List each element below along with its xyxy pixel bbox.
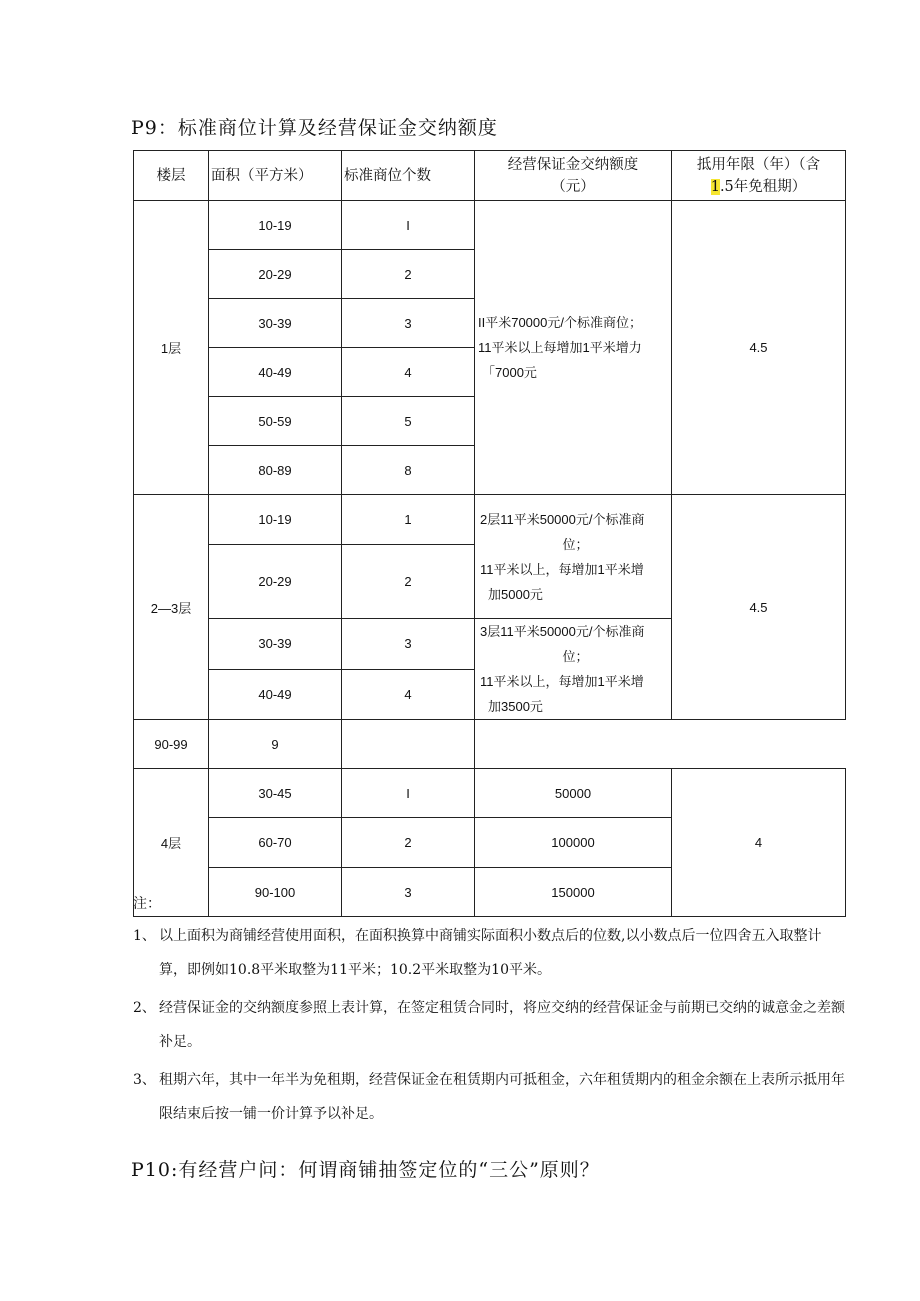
- table-header-row: [134, 151, 846, 201]
- notes-section: [133, 893, 848, 1131]
- table-row: [134, 769, 846, 818]
- deposit-cell-floor3-tail: [342, 720, 475, 769]
- count-cell: 1: [342, 495, 475, 545]
- p10-title: P10:有经营户问：何谓商铺抽签定位的“三公”原则？: [131, 1159, 600, 1181]
- deposit-line: 位；: [562, 536, 589, 552]
- deposit-line: 2层11平米50000元/个标准商: [480, 511, 645, 527]
- deposit-cell: 100000: [475, 818, 672, 868]
- count-cell: 3: [342, 619, 475, 670]
- note-number: 2、: [133, 1000, 156, 1016]
- area-cell: 20-29: [209, 545, 342, 619]
- header-years: [672, 151, 846, 201]
- count-cell: 3: [342, 868, 475, 917]
- floor-cell: 4层: [134, 769, 209, 917]
- deposit-cell: 50000: [475, 769, 672, 818]
- deposit-cell-floor3: [475, 619, 672, 720]
- highlight-mark: 1: [710, 178, 720, 195]
- deposit-line: II平米70000元/个标准商位；: [478, 315, 642, 330]
- deposit-line: 加3500元: [488, 699, 543, 714]
- deposit-line: 11平米以上每增加1平米增力: [478, 340, 642, 355]
- note-text: 以上面积为商铺经营使用面积，在面积换算中商铺实际面积小数点后的位数,以小数点后一位四舍五入取整计算，即例如10.8平米取整为11平米；10.2平米取整为10平米。: [159, 928, 822, 978]
- count-cell: 2: [342, 818, 475, 868]
- note-text: 经营保证金的交纳额度参照上表计算，在签定租赁合同时，将应交纳的经营保证金与前期已交纳的诚意金之差额补足。: [159, 1000, 845, 1050]
- count-cell: 3: [342, 299, 475, 348]
- count-cell: 9: [209, 720, 342, 769]
- area-cell: 80-89: [209, 446, 342, 495]
- area-cell: 90-99: [134, 720, 209, 769]
- count-cell: 4: [342, 348, 475, 397]
- header-years-line2: [672, 176, 845, 198]
- floor-cell: 1层: [134, 201, 209, 495]
- count-cell: 8: [342, 446, 475, 495]
- years-cell: 4.5: [672, 201, 846, 495]
- area-cell: 40-49: [209, 669, 342, 720]
- header-deposit-line1: 经营保证金交纳额度: [507, 156, 639, 173]
- area-cell: 30-45: [209, 769, 342, 818]
- count-cell: I: [342, 769, 475, 818]
- deposit-line: 3层11平米50000元/个标准商: [480, 624, 645, 639]
- area-cell: 20-29: [209, 250, 342, 299]
- header-deposit-line2: （元）: [551, 178, 595, 195]
- table-row: [134, 495, 846, 545]
- deposit-line: 「7000元: [482, 365, 537, 380]
- header-years-line2-rest: .5年免租期）: [719, 178, 807, 195]
- area-cell: 30-39: [209, 299, 342, 348]
- area-cell: 60-70: [209, 818, 342, 868]
- deposit-cell-floor2: [475, 495, 672, 619]
- floor-cell: 2—3层: [134, 495, 209, 720]
- area-cell: 10-19: [209, 201, 342, 250]
- deposit-line: 11平米以上，每增加1平米增: [480, 674, 644, 689]
- count-cell: 4: [342, 669, 475, 720]
- area-cell: 10-19: [209, 495, 342, 545]
- header-deposit: [475, 151, 672, 201]
- area-cell: 50-59: [209, 397, 342, 446]
- header-area: 面积（平方米）: [209, 151, 342, 201]
- area-cell: 30-39: [209, 619, 342, 670]
- deposit-line: 加5000元: [488, 586, 543, 602]
- p9-title: P9：标准商位计算及经营保证金交纳额度: [131, 117, 498, 139]
- note-item: [133, 1063, 848, 1131]
- notes-heading: 注：: [133, 896, 161, 912]
- table-row: [134, 201, 846, 250]
- note-text: 租期六年，其中一年半为免租期，经营保证金在租赁期内可抵租金，六年租赁期内的租金余额在上表所示抵用年限结束后按一铺一价计算予以补足。: [159, 1072, 845, 1122]
- note-number: 1、: [133, 928, 156, 944]
- count-cell: 2: [342, 545, 475, 619]
- header-floor: 楼层: [134, 151, 209, 201]
- note-item: [133, 991, 848, 1059]
- note-item: [133, 919, 848, 987]
- deposit-line: 11平米以上，每增加1平米增: [480, 561, 644, 577]
- header-count: 标准商位个数: [342, 151, 475, 201]
- count-cell: 2: [342, 250, 475, 299]
- note-number: 3、: [133, 1072, 156, 1088]
- deposit-cell: 150000: [475, 868, 672, 917]
- years-cell: 4: [672, 769, 846, 917]
- area-cell: 40-49: [209, 348, 342, 397]
- deposit-cell: [475, 201, 672, 495]
- count-cell: 5: [342, 397, 475, 446]
- deposit-table: [133, 150, 846, 917]
- deposit-line: 位；: [562, 649, 589, 664]
- area-cell: 90-100: [209, 868, 342, 917]
- count-cell: I: [342, 201, 475, 250]
- years-cell: 4.5: [672, 495, 846, 720]
- header-years-line1: 抵用年限（年）（含: [696, 156, 821, 173]
- table-row: [134, 720, 846, 769]
